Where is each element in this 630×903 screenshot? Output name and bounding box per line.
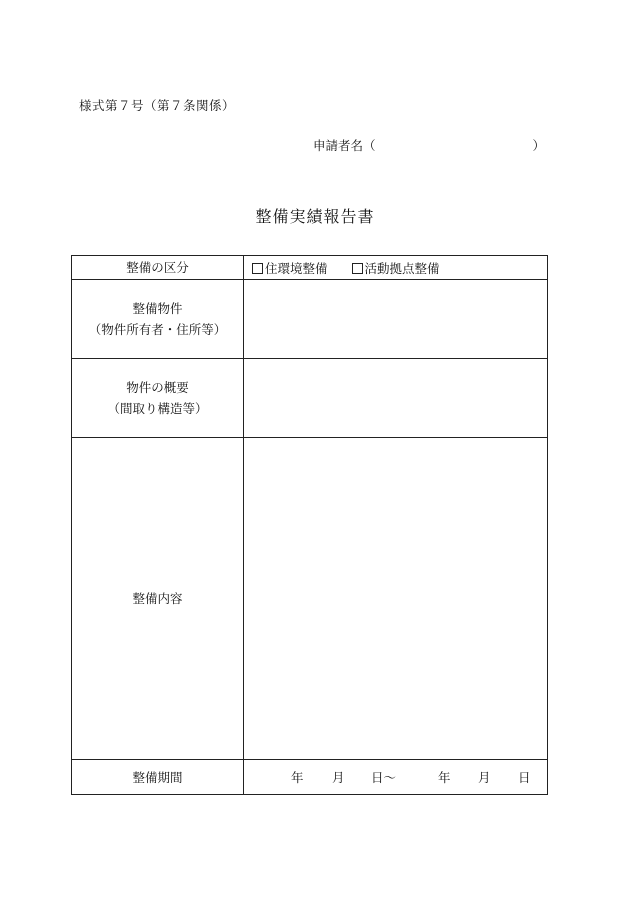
- option-residential-label: 住環境整備: [265, 260, 328, 276]
- overview-label: [72, 359, 244, 438]
- period-start-month: 月: [332, 770, 345, 785]
- period-start-day: 日～: [371, 770, 397, 785]
- property-label-main: 整備物件: [132, 301, 183, 316]
- option-activity-base-label: 活動拠点整備: [364, 260, 440, 276]
- content-label: 整備内容: [72, 438, 244, 760]
- period-row: [72, 760, 548, 795]
- category-label: 整備の区分: [72, 256, 244, 280]
- checkbox-residential[interactable]: [252, 263, 263, 274]
- applicant-name-close: ）: [532, 138, 545, 153]
- property-label-sub: （物件所有者・住所等）: [88, 322, 227, 337]
- form-number: 様式第７号（第７条関係）: [79, 98, 236, 113]
- overview-label-sub: （間取り構造等）: [107, 401, 208, 416]
- category-options: [244, 256, 548, 280]
- report-table: [71, 255, 548, 795]
- period-start-year: 年: [291, 770, 304, 785]
- overview-label-main: 物件の概要: [126, 380, 189, 395]
- applicant-name-label: 申請者名（: [313, 138, 376, 153]
- property-row: [72, 280, 548, 359]
- checkbox-activity-base[interactable]: [352, 263, 363, 274]
- property-field[interactable]: [244, 280, 548, 359]
- overview-field[interactable]: [244, 359, 548, 438]
- overview-row: [72, 359, 548, 438]
- period-end-month: 月: [478, 770, 491, 785]
- period-label: 整備期間: [72, 760, 244, 795]
- period-field[interactable]: [244, 760, 548, 795]
- property-label: [72, 280, 244, 359]
- applicant-name-line: [313, 136, 545, 154]
- content-row: [72, 438, 548, 760]
- period-end-year: 年: [438, 770, 451, 785]
- period-end-day: 日: [518, 770, 531, 785]
- content-field[interactable]: [244, 438, 548, 760]
- category-row: [72, 256, 548, 280]
- document-title: 整備実績報告書: [255, 207, 375, 226]
